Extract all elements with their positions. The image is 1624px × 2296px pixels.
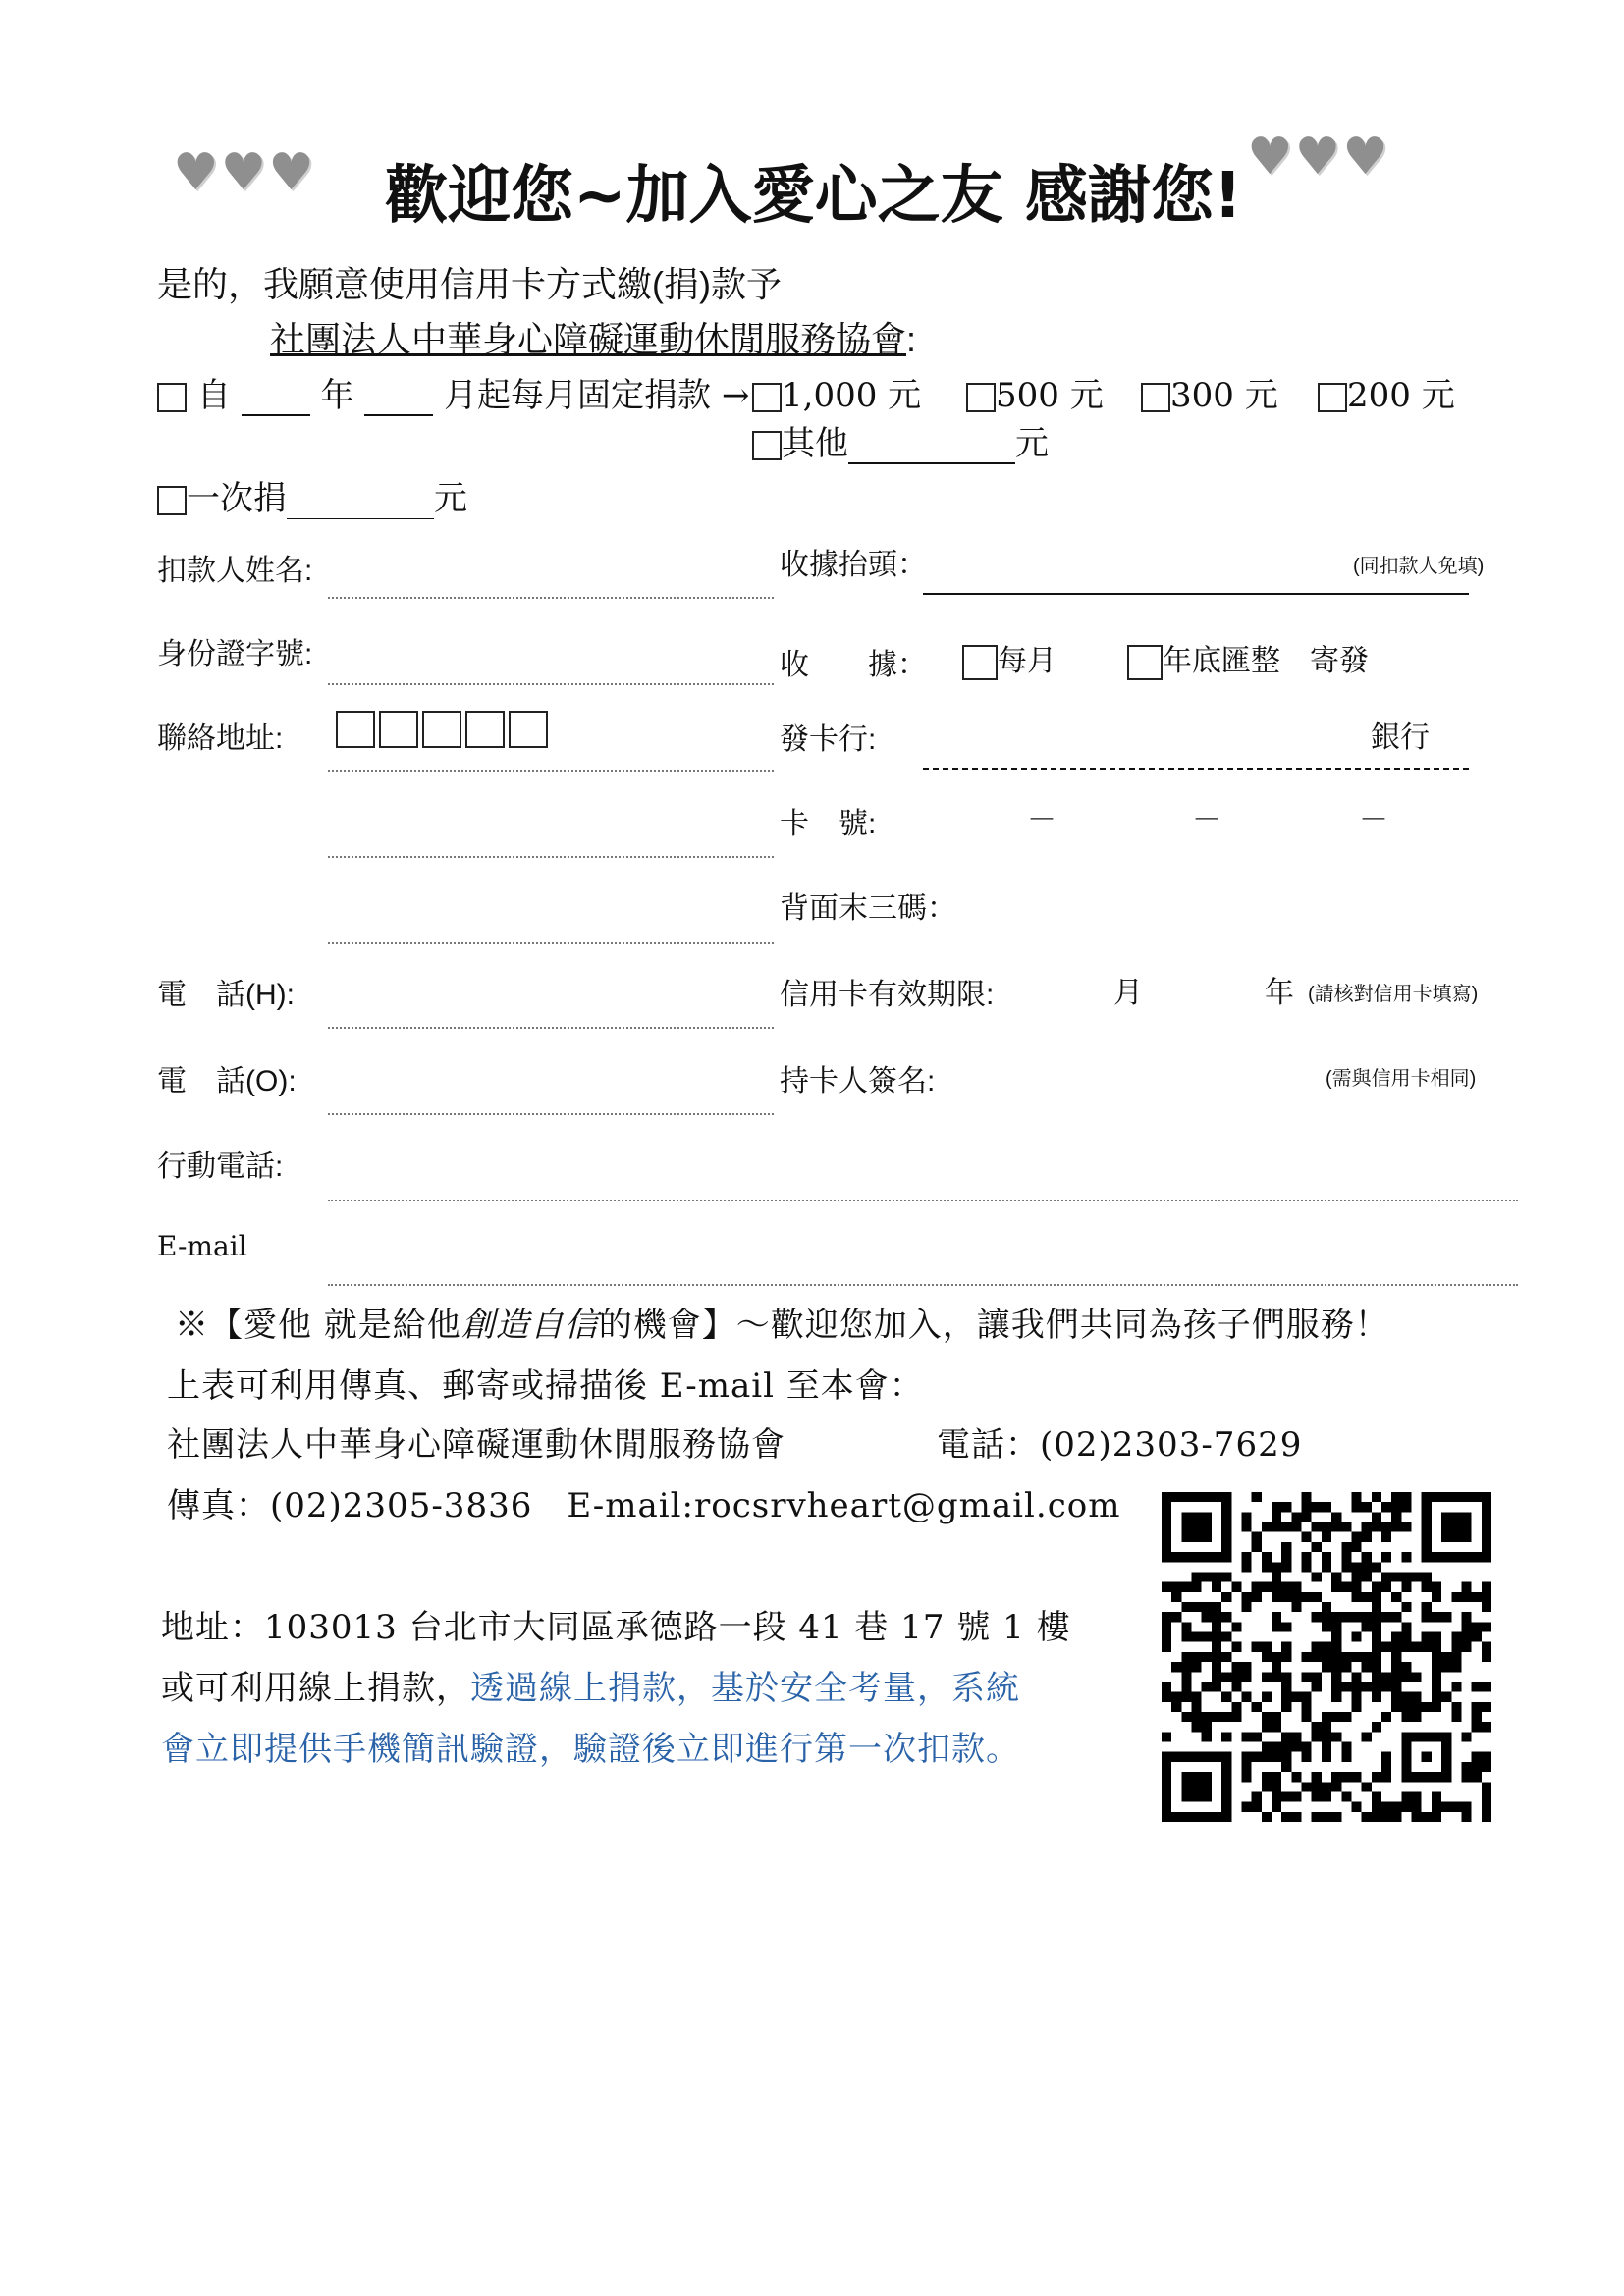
- submit-instructions: 上表可利用傳真、郵寄或掃描後 E-mail 至本會：: [167, 1366, 924, 1406]
- zip-digit-box[interactable]: [509, 711, 548, 748]
- heart-icon: ♥: [268, 143, 314, 202]
- once-label: 一次捐: [187, 479, 287, 518]
- once-checkbox[interactable]: [157, 486, 187, 515]
- amount-500-checkbox[interactable]: [966, 383, 996, 412]
- amount-200-checkbox[interactable]: [1318, 383, 1347, 412]
- expiry-note: (請核對信用卡填寫): [1308, 984, 1479, 1005]
- phone-home-label: 電 話(H):: [157, 979, 295, 1011]
- card-dash-2: －: [1192, 804, 1221, 836]
- org-address: 地址：103013 台北市大同區承德路一段 41 巷 17 號 1 樓: [161, 1608, 1071, 1647]
- amount-option-1000: [752, 368, 921, 416]
- intro-line: 是的，我願意使用信用卡方式繳(捐)款予: [157, 264, 782, 304]
- bank-field[interactable]: [923, 768, 1469, 770]
- receipt-title-label: 收據抬頭：: [780, 549, 927, 581]
- org-contact-name: 社團法人中華身心障礙運動休閒服務協會: [167, 1425, 785, 1465]
- zip-digit-box[interactable]: [465, 711, 505, 748]
- mobile-label: 行動電話:: [157, 1150, 284, 1183]
- mobile-field[interactable]: [328, 1200, 1518, 1201]
- online-blue-text1: 透過線上捐款，基於安全考量，系統: [470, 1669, 1020, 1708]
- receipt-monthly-option: [962, 636, 1056, 680]
- email-label: E-mail: [157, 1230, 247, 1262]
- month-from-label: 月起每月固定捐款: [444, 376, 712, 415]
- monthly-row: [157, 368, 749, 416]
- amount-option-500: [966, 368, 1104, 416]
- month-blank[interactable]: [364, 385, 433, 416]
- amount-300-checkbox[interactable]: [1141, 383, 1170, 412]
- receipt-title-field[interactable]: [923, 593, 1469, 595]
- address-label: 聯絡地址:: [157, 722, 284, 755]
- heart-icon: ♥: [1294, 128, 1341, 187]
- year-label: 年: [320, 376, 354, 415]
- id-field[interactable]: [328, 683, 774, 685]
- receipt-label: 收 據：: [780, 649, 927, 681]
- address-field-line2[interactable]: [328, 856, 774, 858]
- receipt-yearly-checkbox[interactable]: [1127, 645, 1163, 680]
- card-dash-3: －: [1359, 804, 1388, 836]
- amount-option-300: [1141, 368, 1278, 416]
- motto-italic: 創造自信: [460, 1306, 599, 1345]
- motto: [175, 1298, 1389, 1346]
- amount-1000-label: 1,000 元: [782, 376, 922, 415]
- cvv-label: 背面末三碼：: [780, 892, 956, 925]
- once-amount-blank[interactable]: [287, 489, 434, 519]
- address-field-line1[interactable]: [328, 770, 774, 772]
- online-donation-line2: 會立即提供手機簡訊驗證，驗證後立即進行第一次扣款。: [161, 1730, 1020, 1769]
- org-name-line: [270, 312, 916, 362]
- card-dash-1: －: [1027, 804, 1056, 836]
- org-colon: :: [906, 319, 917, 359]
- bank-suffix: 銀行: [1371, 721, 1430, 754]
- name-field[interactable]: [328, 597, 774, 599]
- amount-other-yuan: 元: [1015, 424, 1049, 463]
- zip-digit-box[interactable]: [379, 711, 418, 748]
- org-name: 社團法人中華身心障礙運動休閒服務協會: [270, 319, 907, 359]
- heart-icon: ♥: [173, 143, 219, 202]
- online-donation-line1: [161, 1661, 1020, 1709]
- receipt-title-note: (同扣款人免填): [1353, 556, 1485, 577]
- receipt-monthly-label: 每月: [998, 645, 1056, 677]
- online-prefix: 或可利用線上捐款，: [161, 1669, 470, 1708]
- signature-note: (需與信用卡相同): [1326, 1068, 1477, 1090]
- amount-other-blank[interactable]: [848, 433, 1015, 464]
- heart-icon: ♥: [220, 143, 267, 202]
- year-blank[interactable]: [242, 385, 310, 416]
- zip-code-boxes: [336, 711, 552, 748]
- expiry-year-label: 年: [1265, 977, 1294, 1009]
- org-fax-email: 傳真：(02)2305-3836 E-mail:rocsrvheart@gmail.com: [167, 1486, 1121, 1525]
- id-label: 身份證字號:: [157, 638, 313, 670]
- receipt-yearly-label: 年底匯整 寄發: [1163, 645, 1369, 677]
- hearts-right: [1247, 128, 1388, 187]
- arrow-icon: →: [721, 376, 750, 415]
- once-row: [157, 471, 467, 519]
- qr-code-icon[interactable]: [1162, 1492, 1491, 1822]
- zip-digit-box[interactable]: [422, 711, 461, 748]
- amount-200-label: 200 元: [1347, 376, 1455, 415]
- heart-icon: ♥: [1342, 128, 1388, 187]
- page-title: 歡迎您~加入愛心之友 感謝您!: [385, 160, 1243, 233]
- phone-home-field[interactable]: [328, 1027, 774, 1029]
- motto-prefix: ※【愛他 就是給他: [175, 1306, 461, 1345]
- monthly-from-label: 自: [196, 376, 231, 415]
- expiry-label: 信用卡有效期限:: [780, 979, 995, 1011]
- expiry-month-label: 月: [1113, 977, 1143, 1009]
- address-field-line3[interactable]: [328, 942, 774, 944]
- org-phone: 電話：(02)2303-7629: [937, 1425, 1303, 1465]
- heart-icon: ♥: [1247, 128, 1293, 187]
- phone-office-field[interactable]: [328, 1113, 774, 1115]
- bank-label: 發卡行:: [780, 723, 877, 756]
- signature-label: 持卡人簽名:: [780, 1065, 936, 1097]
- amount-other-label: 其他: [782, 424, 848, 463]
- monthly-checkbox[interactable]: [157, 383, 187, 412]
- name-label: 扣款人姓名:: [157, 555, 313, 587]
- amount-1000-checkbox[interactable]: [752, 383, 782, 412]
- hearts-left: [173, 143, 314, 202]
- amount-option-other: [752, 416, 1049, 464]
- receipt-monthly-checkbox[interactable]: [962, 645, 998, 680]
- card-number-label: 卡 號:: [780, 808, 877, 840]
- motto-suffix: 的機會】～歡迎您加入，讓我們共同為孩子們服務！: [598, 1306, 1389, 1345]
- receipt-yearly-option: [1127, 636, 1369, 680]
- amount-300-label: 300 元: [1170, 376, 1278, 415]
- amount-other-checkbox[interactable]: [752, 431, 782, 460]
- email-field[interactable]: [328, 1284, 1518, 1286]
- once-yuan: 元: [434, 479, 467, 518]
- phone-office-label: 電 話(O):: [157, 1065, 297, 1097]
- amount-500-label: 500 元: [996, 376, 1104, 415]
- zip-digit-box[interactable]: [336, 711, 375, 748]
- amount-option-200: [1318, 368, 1455, 416]
